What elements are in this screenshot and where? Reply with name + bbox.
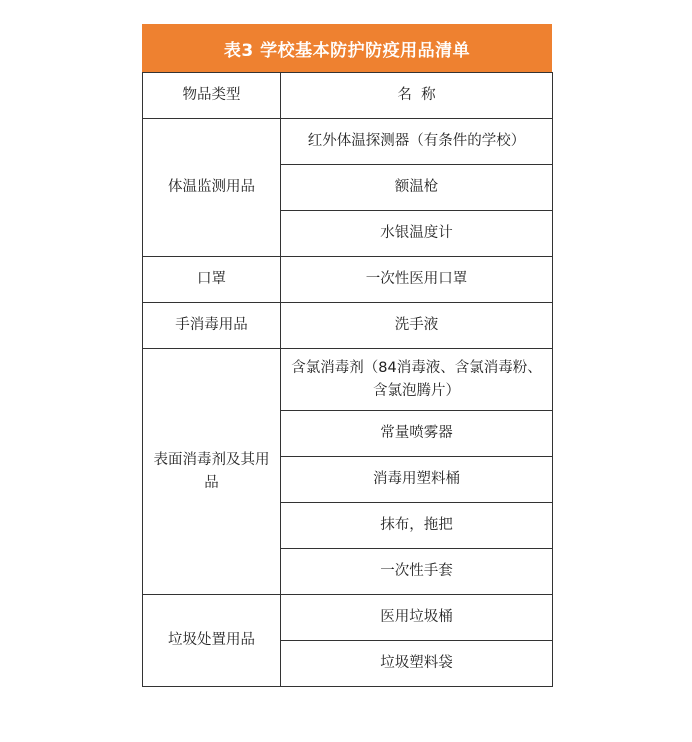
table-row — [143, 349, 553, 411]
item-cell: 含氯消毒剂（84消毒液、含氯消毒粉、含氯泡腾片） — [281, 349, 553, 411]
item-cell: 一次性手套 — [281, 549, 553, 595]
supplies-table-container — [142, 24, 552, 687]
category-cell: 体温监测用品 — [143, 119, 281, 257]
item-cell: 垃圾塑料袋 — [281, 641, 553, 687]
item-cell: 医用垃圾桶 — [281, 595, 553, 641]
item-cell: 水银温度计 — [281, 211, 553, 257]
header-type-cell: 物品类型 — [143, 73, 281, 119]
item-cell: 洗手液 — [281, 303, 553, 349]
category-cell: 口罩 — [143, 257, 281, 303]
table-row — [143, 303, 553, 349]
item-cell: 常量喷雾器 — [281, 411, 553, 457]
item-cell: 抹布，拖把 — [281, 503, 553, 549]
item-cell: 额温枪 — [281, 165, 553, 211]
table-row — [143, 257, 553, 303]
category-cell: 表面消毒剂及其用品 — [143, 349, 281, 595]
supplies-table — [142, 72, 553, 687]
item-cell: 一次性医用口罩 — [281, 257, 553, 303]
header-row — [143, 73, 553, 119]
table-row — [143, 119, 553, 165]
item-cell: 红外体温探测器（有条件的学校） — [281, 119, 553, 165]
category-cell: 垃圾处置用品 — [143, 595, 281, 687]
header-name-cell: 名 称 — [281, 73, 553, 119]
table-title: 表3 学校基本防护防疫用品清单 — [142, 24, 552, 72]
category-cell: 手消毒用品 — [143, 303, 281, 349]
table-row — [143, 595, 553, 641]
item-cell: 消毒用塑料桶 — [281, 457, 553, 503]
